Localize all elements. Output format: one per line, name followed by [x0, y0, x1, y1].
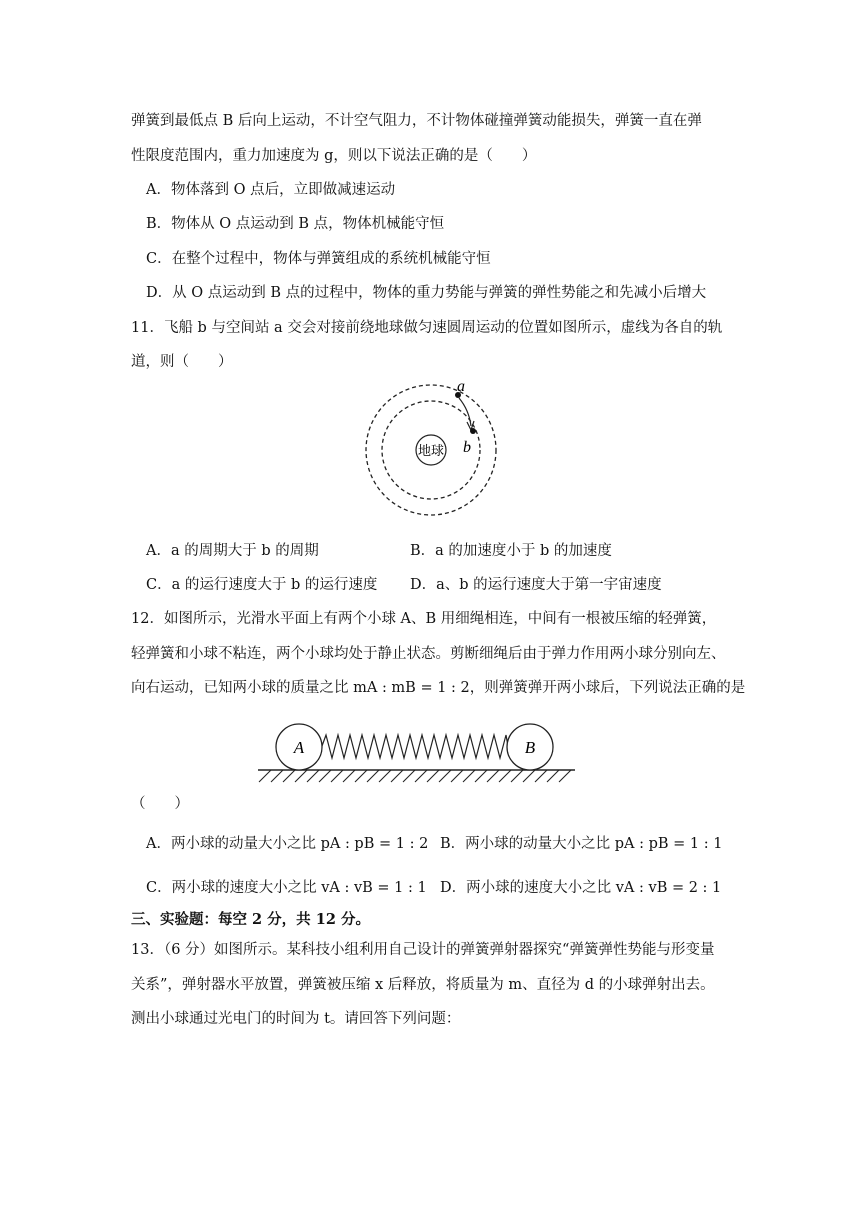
q12-option-c: C．两小球的速度大小之比 vA : vB = 1 : 1	[146, 880, 427, 896]
q12-stem-line3: 向右运动，已知两小球的质量之比 mA : mB = 1 : 2，则弹簧弹开两小球后，下列说法正确的是	[131, 680, 746, 696]
q13-stem-line1: 13．（6 分）如图所示。某科技小组利用自己设计的弹簧弹射器探究“弹簧弹性势能与形变量	[131, 942, 715, 958]
spring-figure	[255, 718, 580, 784]
q10-option-a: A．物体落到 O 点后，立即做减速运动	[146, 182, 396, 198]
ground-hatching	[259, 770, 571, 782]
q11-option-d: D．a、b 的运行速度大于第一宇宙速度	[410, 577, 662, 593]
q10-stem-line2: 性限度范围内，重力加速度为 g，则以下说法正确的是（ ）	[131, 148, 537, 164]
section-3-heading: 三、实验题：每空 2 分，共 12 分。	[131, 911, 370, 928]
q11-option-c: C．a 的运行速度大于 b 的运行速度	[146, 577, 378, 593]
arrow-arc	[459, 398, 471, 426]
q12-stem-line1: 12．如图所示，光滑水平面上有两个小球 A、B 用细绳相连，中间有一根被压缩的轻弹簧，	[131, 611, 717, 627]
compressed-spring	[322, 735, 508, 758]
ball-b-label: B	[524, 738, 536, 757]
q10-option-b: B．物体从 O 点运动到 B 点，物体机械能守恒	[146, 216, 445, 232]
q10-option-d: D．从 O 点运动到 B 点的过程中，物体的重力势能与弹簧的弹性势能之和先减小后增大	[146, 285, 707, 301]
q12-answer-paren: （ ）	[131, 796, 189, 812]
q10-option-c: C．在整个过程中，物体与弹簧组成的系统机械能守恒	[146, 251, 491, 267]
orbit-figure	[355, 380, 515, 520]
ship-b-label: b	[463, 439, 471, 456]
ship-b-dot	[470, 428, 476, 434]
station-a-label: a	[457, 380, 465, 395]
earth-label: 地球	[417, 443, 445, 458]
q11-stem-line2: 道，则（ ）	[131, 354, 233, 370]
q12-option-b: B．两小球的动量大小之比 pA : pB = 1 : 1	[440, 836, 723, 852]
q12-option-d: D．两小球的速度大小之比 vA : vB = 2 : 1	[440, 880, 722, 896]
q11-option-a: A．a 的周期大于 b 的周期	[146, 543, 319, 559]
q13-stem-line2: 关系”，弹射器水平放置，弹簧被压缩 x 后释放，将质量为 m、直径为 d 的小球弹射出去。	[131, 977, 715, 993]
q13-stem-line3: 测出小球通过光电门的时间为 t。请回答下列问题：	[131, 1011, 461, 1027]
q12-stem-line2: 轻弹簧和小球不粘连，两个小球均处于静止状态。剪断细绳后由于弹力作用两小球分别向左、	[131, 646, 726, 662]
q12-option-a: A．两小球的动量大小之比 pA : pB = 1 : 2	[146, 836, 429, 852]
q10-stem-line1: 弹簧到最低点 B 后向上运动，不计空气阻力，不计物体碰撞弹簧动能损失，弹簧一直在弹	[131, 113, 702, 129]
q11-stem-line1: 11．飞船 b 与空间站 a 交会对接前绕地球做匀速圆周运动的位置如图所示，虚线为各自的轨	[131, 320, 723, 336]
ball-a-label: A	[293, 738, 305, 757]
q11-option-b: B．a 的加速度小于 b 的加速度	[410, 543, 612, 559]
